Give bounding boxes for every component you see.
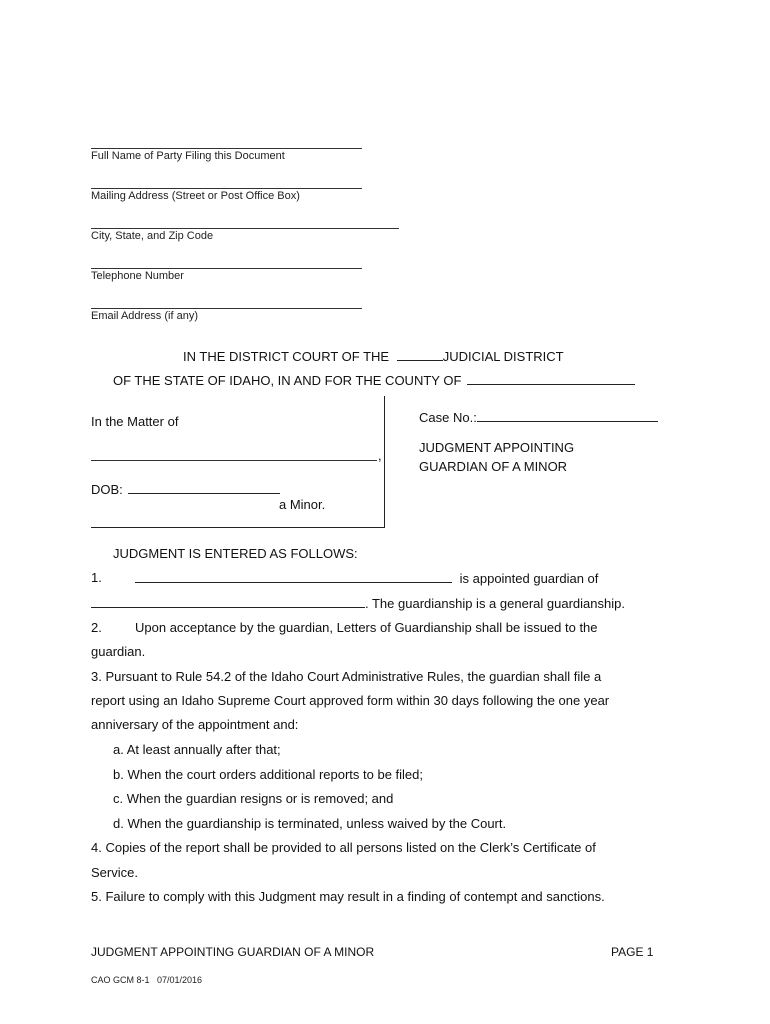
item1-cont-text: . The guardianship is a general guardianship.	[365, 596, 625, 611]
item3-sub-d: d. When the guardianship is terminated, unless waived by the Court.	[113, 816, 507, 831]
case-no-row	[419, 409, 658, 425]
item3-line3: anniversary of the appointment and:	[91, 717, 299, 732]
court-header-line1	[183, 348, 564, 364]
mailing-address-field[interactable]	[91, 188, 362, 189]
minor-name-field[interactable]	[91, 460, 377, 461]
city-state-zip-field[interactable]	[91, 228, 399, 229]
court-line1-suffix: JUDICIAL DISTRICT	[442, 349, 564, 364]
judicial-district-field[interactable]	[397, 348, 443, 361]
court-header-line2	[113, 372, 635, 388]
caption-divider	[384, 396, 385, 528]
footer-page-number: PAGE 1	[611, 945, 654, 959]
full-name-field[interactable]	[91, 148, 362, 149]
guardian-name-field[interactable]	[135, 570, 452, 583]
caption-bottom-rule	[91, 527, 385, 528]
email-field[interactable]	[91, 308, 362, 309]
document-title-line2: GUARDIAN OF A MINOR	[419, 459, 568, 474]
telephone-field[interactable]	[91, 268, 362, 269]
ward-name-field[interactable]	[91, 595, 365, 608]
item2-number: 2.	[91, 620, 102, 635]
item5-line: 5. Failure to comply with this Judgment may result in a finding of contempt and sanctions.	[91, 889, 605, 904]
dob-label: DOB:	[91, 482, 123, 497]
email-label: Email Address (if any)	[91, 310, 198, 322]
item4-line2: Service.	[91, 865, 138, 880]
court-line2-prefix: OF THE STATE OF IDAHO, IN AND FOR THE COUNTY OF	[113, 373, 462, 388]
item1-number: 1.	[91, 570, 102, 585]
item3-sub-a: a. At least annually after that;	[113, 742, 281, 757]
caption-comma: ,	[378, 448, 382, 463]
county-field[interactable]	[467, 372, 635, 385]
telephone-label: Telephone Number	[91, 270, 184, 282]
a-minor-label: a Minor.	[279, 497, 326, 512]
court-line1-prefix: IN THE DISTRICT COURT OF THE	[183, 349, 390, 364]
in-matter-of-label: In the Matter of	[91, 414, 179, 429]
item3-line1: 3. Pursuant to Rule 54.2 of the Idaho Court Administrative Rules, the guardian shall file a	[91, 669, 602, 684]
footer-form-code: CAO GCM 8-1 07/01/2016	[91, 975, 203, 985]
mailing-address-label: Mailing Address (Street or Post Office Box)	[91, 190, 300, 202]
item2-text: Upon acceptance by the guardian, Letters of Guardianship shall be issued to the	[135, 620, 598, 635]
item3-sub-c: c. When the guardian resigns or is removed; and	[113, 791, 394, 806]
city-state-zip-label: City, State, and Zip Code	[91, 230, 214, 242]
dob-field[interactable]	[128, 481, 280, 494]
item3-line2: report using an Idaho Supreme Court approved form within 30 days following the one year	[91, 693, 610, 708]
case-no-field[interactable]	[477, 409, 658, 422]
item3-sub-b: b. When the court orders additional reports to be filed;	[113, 767, 424, 782]
item2-continuation: guardian.	[91, 644, 146, 659]
dob-row	[91, 481, 280, 497]
item4-line1: 4. Copies of the report shall be provided to all persons listed on the Clerk’s Certificate of	[91, 840, 596, 855]
document-title-line1: JUDGMENT APPOINTING	[419, 440, 575, 455]
item1-row	[135, 570, 598, 586]
footer-title: JUDGMENT APPOINTING GUARDIAN OF A MINOR	[91, 945, 375, 959]
judgment-heading: JUDGMENT IS ENTERED AS FOLLOWS:	[113, 546, 358, 561]
item1-text: is appointed guardian of	[459, 571, 599, 586]
item1-continuation	[91, 595, 625, 611]
case-no-label: Case No.:	[419, 410, 477, 425]
full-name-label: Full Name of Party Filing this Document	[91, 150, 285, 162]
